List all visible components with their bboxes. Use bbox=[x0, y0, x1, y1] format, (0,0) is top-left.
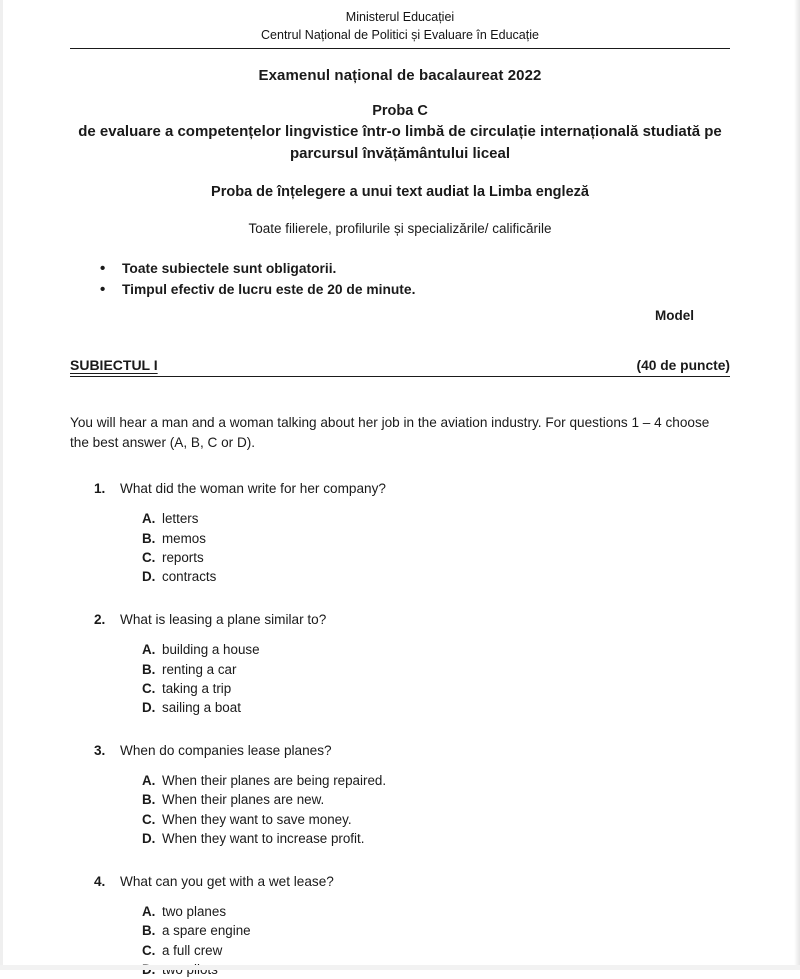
subject-points: (40 de puncte) bbox=[636, 357, 730, 373]
option-letter: D. bbox=[142, 830, 156, 846]
question-text: When do companies lease planes? bbox=[120, 743, 332, 759]
option-text: When they want to save money. bbox=[162, 811, 352, 827]
option-text: When they want to increase profit. bbox=[162, 830, 365, 846]
option-letter: A. bbox=[142, 642, 156, 658]
option-letter: B. bbox=[142, 923, 156, 939]
option-item[interactable] bbox=[142, 530, 730, 548]
question-item bbox=[70, 741, 730, 848]
option-text: taking a trip bbox=[162, 680, 232, 696]
question-spacer bbox=[70, 851, 730, 872]
header-divider bbox=[70, 48, 730, 49]
options-list bbox=[70, 772, 730, 848]
option-text: memos bbox=[162, 530, 206, 546]
option-item[interactable] bbox=[142, 922, 730, 940]
task-instructions: You will hear a man and a woman talking about her job in the aviation industry. For questions 1 – 4 choose the best answer (A, B, C or D). bbox=[70, 414, 710, 450]
options-list bbox=[70, 510, 730, 586]
question-item bbox=[70, 610, 730, 717]
option-text: two planes bbox=[162, 904, 227, 920]
option-item[interactable] bbox=[142, 549, 730, 567]
question-number: 4. bbox=[94, 874, 106, 890]
option-letter: C. bbox=[142, 680, 156, 696]
option-letter: B. bbox=[142, 661, 156, 677]
option-text: When their planes are being repaired. bbox=[162, 773, 387, 789]
exam-notes-list bbox=[70, 258, 730, 301]
question-item bbox=[70, 872, 730, 979]
institution-name: Centrul Național de Politici și Evaluare în Educație bbox=[261, 28, 539, 43]
option-text: renting a car bbox=[162, 661, 237, 677]
option-item[interactable] bbox=[142, 641, 730, 659]
option-letter: B. bbox=[142, 792, 156, 808]
page-bottom-edge bbox=[0, 965, 800, 970]
question-number: 2. bbox=[94, 612, 106, 628]
option-letter: D. bbox=[142, 569, 156, 585]
options-list bbox=[70, 641, 730, 717]
option-item[interactable] bbox=[142, 680, 730, 698]
option-text: letters bbox=[162, 511, 199, 527]
proba-description: de evaluare a competențelor lingvistice într-o limbă de circulație internațională studiată pe parcursul învățământului liceal bbox=[78, 123, 722, 162]
document-header bbox=[70, 8, 730, 44]
proba-label: Proba C bbox=[372, 103, 428, 120]
option-item[interactable] bbox=[142, 791, 730, 809]
option-letter: D. bbox=[142, 699, 156, 715]
option-text: a spare engine bbox=[162, 923, 251, 939]
exam-title: Examenul național de bacalaureat 2022 bbox=[258, 67, 542, 85]
question-item bbox=[70, 479, 730, 586]
question-number: 1. bbox=[94, 481, 106, 497]
question-text: What can you get with a wet lease? bbox=[120, 874, 334, 890]
option-item[interactable] bbox=[142, 510, 730, 528]
option-item[interactable] bbox=[142, 772, 730, 790]
option-text: reports bbox=[162, 549, 204, 565]
question-number: 3. bbox=[94, 743, 106, 759]
option-item[interactable] bbox=[142, 661, 730, 679]
option-text: a full crew bbox=[162, 942, 223, 958]
list-item: • Timpul efectiv de lucru este de 20 de minute. bbox=[100, 279, 730, 300]
question-spacer bbox=[70, 589, 730, 610]
option-letter: A. bbox=[142, 511, 156, 527]
option-text: building a house bbox=[162, 642, 260, 658]
option-item[interactable] bbox=[142, 830, 730, 848]
subject-divider bbox=[70, 376, 730, 377]
question-text: What did the woman write for her company? bbox=[120, 481, 386, 497]
ministry-name: Ministerul Educației bbox=[345, 10, 455, 24]
subject-label: SUBIECTUL I bbox=[70, 356, 158, 373]
filiere-line: Toate filierele, profilurile și specializările/ calificările bbox=[248, 220, 552, 236]
option-item[interactable] bbox=[142, 903, 730, 921]
proba-subtitle: Proba de înțelegere a unui text audiat la Limba engleză bbox=[211, 183, 589, 200]
option-text: sailing a boat bbox=[162, 699, 241, 715]
page-right-edge bbox=[794, 0, 800, 970]
option-letter: C. bbox=[142, 549, 156, 565]
question-text: What is leasing a plane similar to? bbox=[120, 612, 327, 628]
option-item[interactable] bbox=[142, 568, 730, 586]
option-letter: B. bbox=[142, 530, 156, 546]
option-item[interactable] bbox=[142, 699, 730, 717]
questions-list bbox=[70, 479, 730, 979]
option-letter: C. bbox=[142, 811, 156, 827]
option-letter: A. bbox=[142, 773, 156, 789]
model-label: Model bbox=[655, 307, 694, 323]
list-item: • Toate subiectele sunt obligatorii. bbox=[100, 258, 730, 279]
option-letter: C. bbox=[142, 942, 156, 958]
title-block bbox=[70, 67, 730, 236]
page-left-edge bbox=[0, 0, 3, 970]
option-item[interactable] bbox=[142, 942, 730, 960]
subject-heading bbox=[70, 357, 730, 373]
option-text: contracts bbox=[162, 569, 217, 585]
question-spacer bbox=[70, 720, 730, 741]
option-letter: A. bbox=[142, 904, 156, 920]
option-text: When their planes are new. bbox=[162, 792, 325, 808]
option-item[interactable] bbox=[142, 811, 730, 829]
